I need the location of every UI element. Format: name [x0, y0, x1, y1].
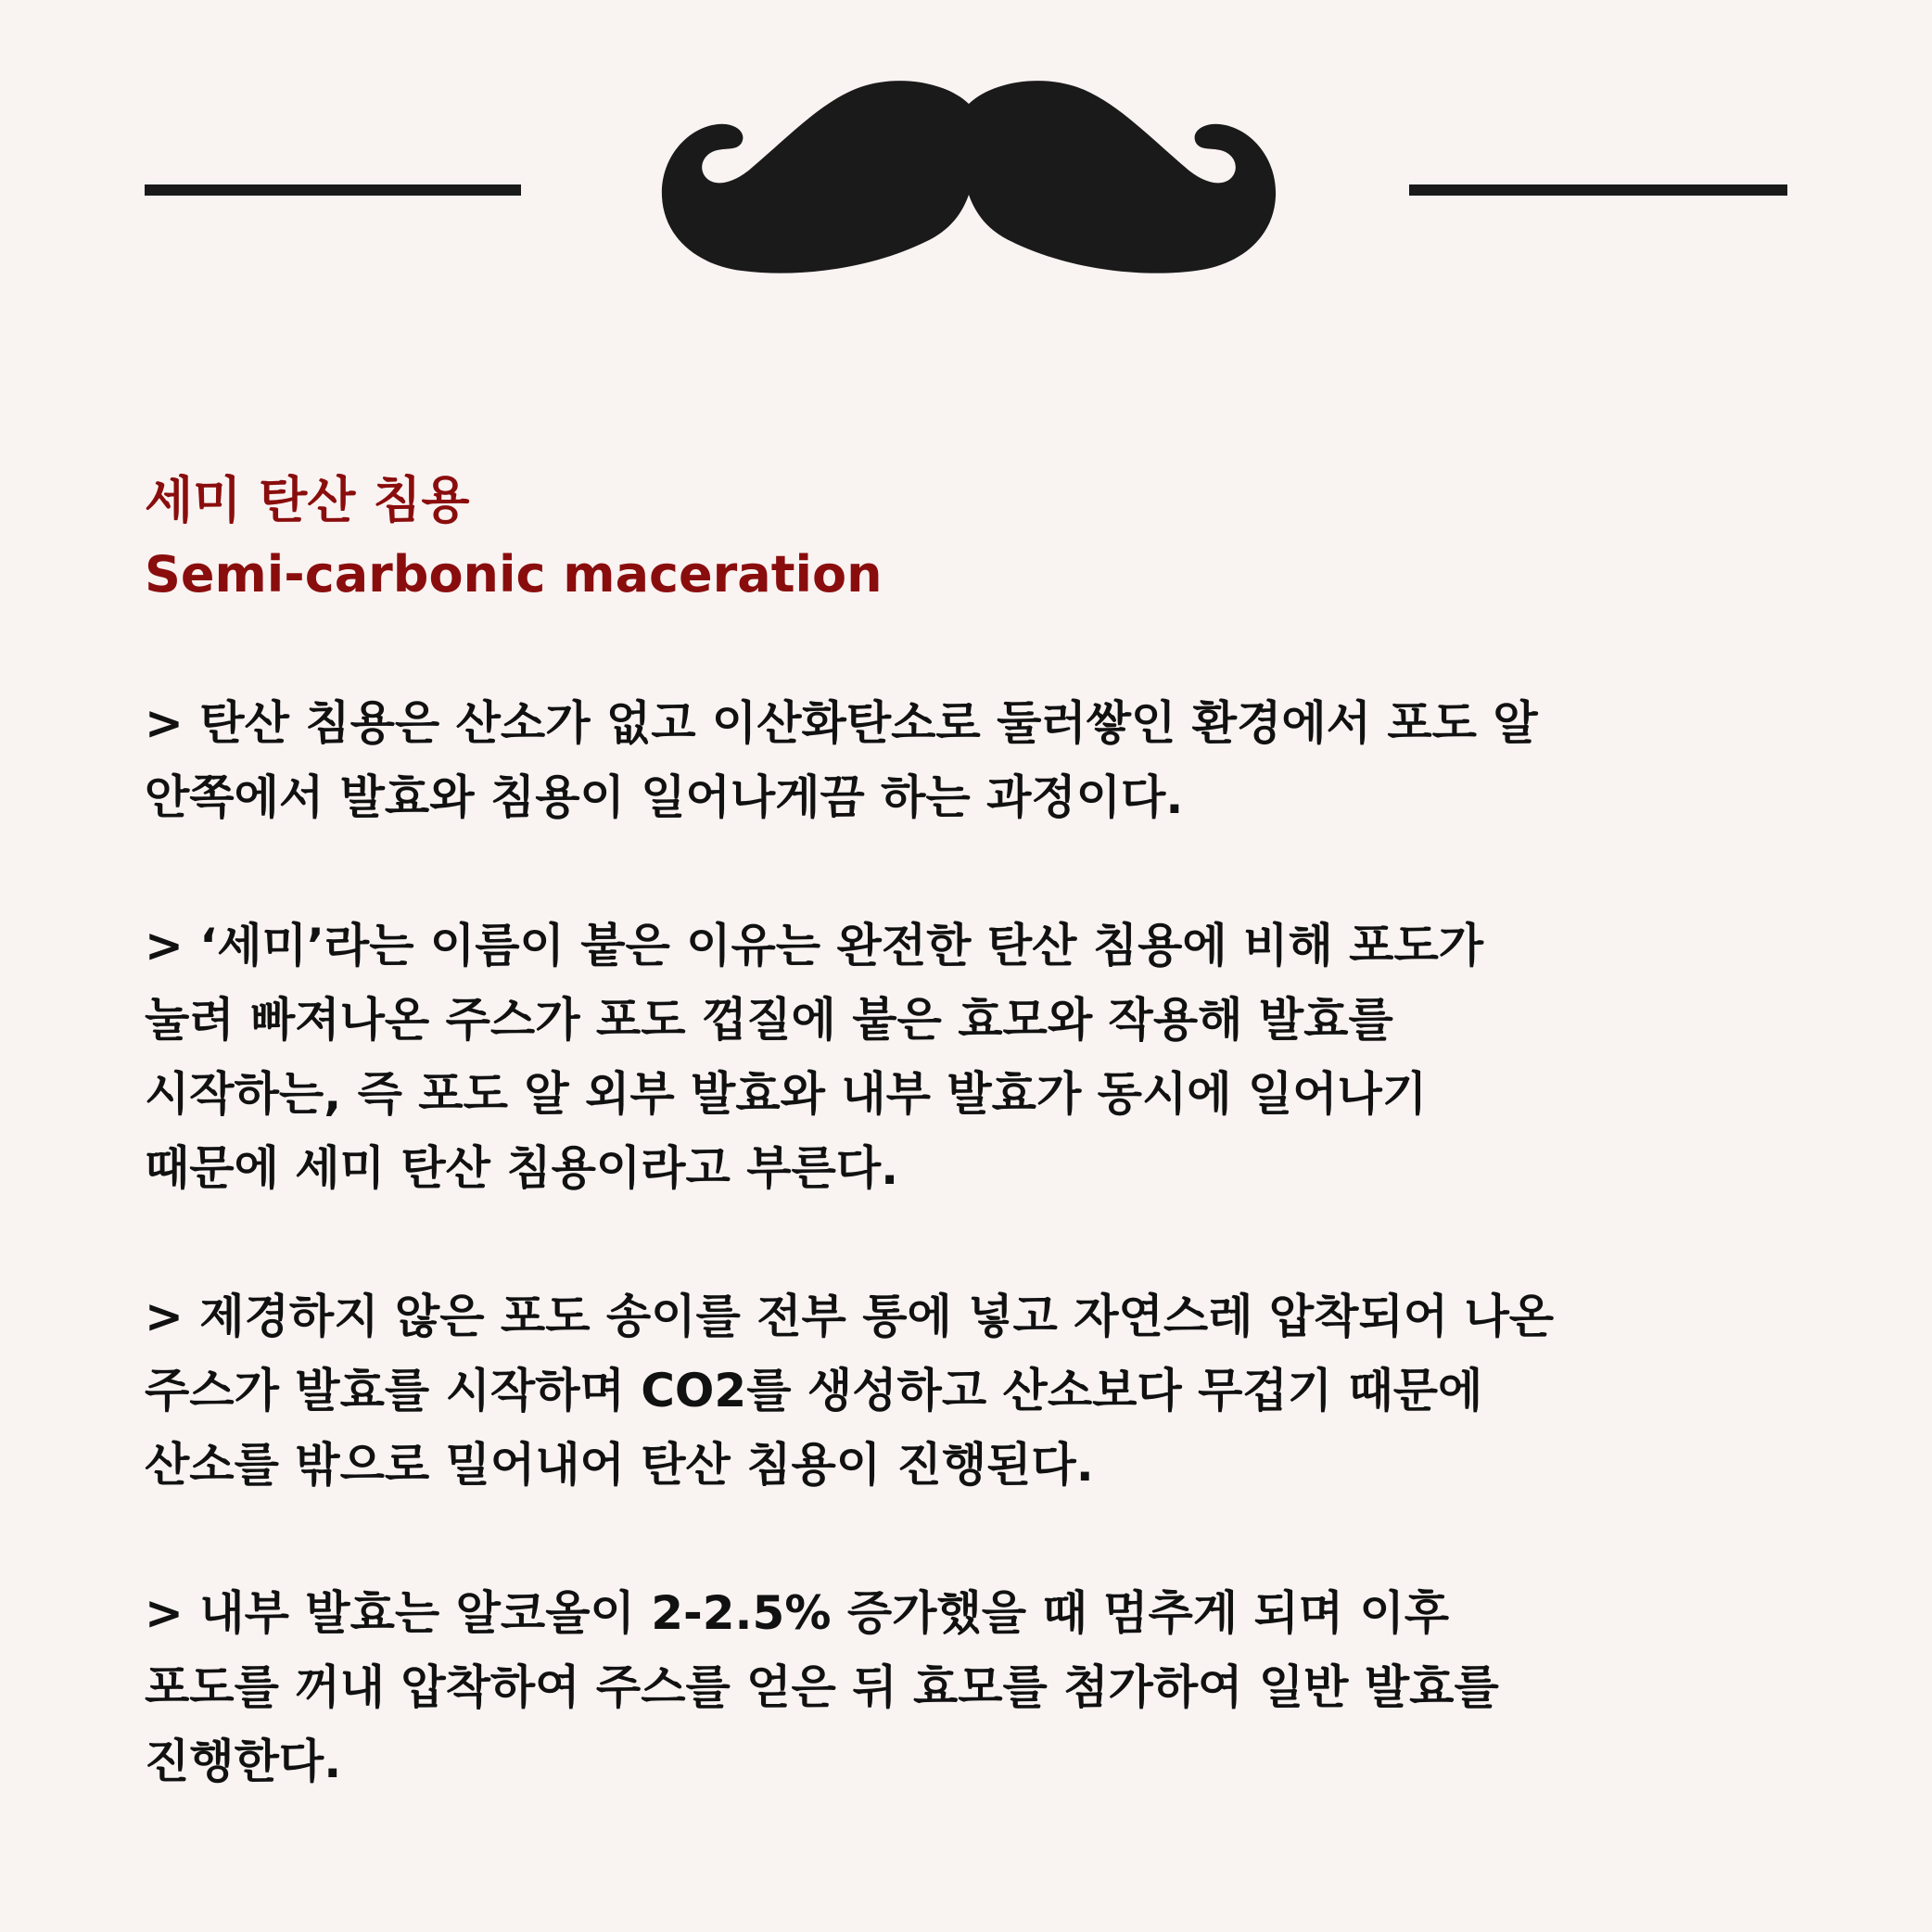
mustache-icon — [649, 74, 1289, 287]
paragraph-2: > ‘세미’라는 이름이 붙은 이유는 완전한 탄산 침용에 비해 포도가 눌려 빠져나온 주스가 포도 껍질에 붙은 효모와 작용해 발효를 시작하는, 즉 포도 알 외부 발효와 내부 발효가 동시에 일어나기 때문에 세미 탄산 침용이라고 부른다. — [145, 919, 1484, 1195]
divider-left — [145, 184, 521, 196]
paragraph-4: > 내부 발효는 알코올이 2-2.5% 증가했을 때 멈추게 되며 이후 포도를 꺼내 압착하여 주스를 얻은 뒤 효모를 첨가하여 일반 발효를 진행한다. — [145, 1586, 1499, 1788]
article — [145, 464, 1813, 1799]
title-english: Semi-carbonic maceration — [145, 545, 883, 604]
divider-right — [1409, 184, 1787, 196]
title-korean: 세미 탄산 침용 — [145, 471, 470, 529]
paragraph-1: > 탄산 침용은 산소가 없고 이산화탄소로 둘러쌓인 환경에서 포도 알 안쪽에서 발효와 침용이 일어나게끔 하는 과정이다. — [145, 696, 1538, 824]
paragraph-3: > 제경하지 않은 포도 송이를 전부 통에 넣고 자연스레 압착되어 나온 주스가 발효를 시작하며 CO2를 생성하고 산소보다 무겁기 때문에 산소를 밖으로 밀어내어 탄산 침용이 진행된다. — [145, 1290, 1555, 1492]
